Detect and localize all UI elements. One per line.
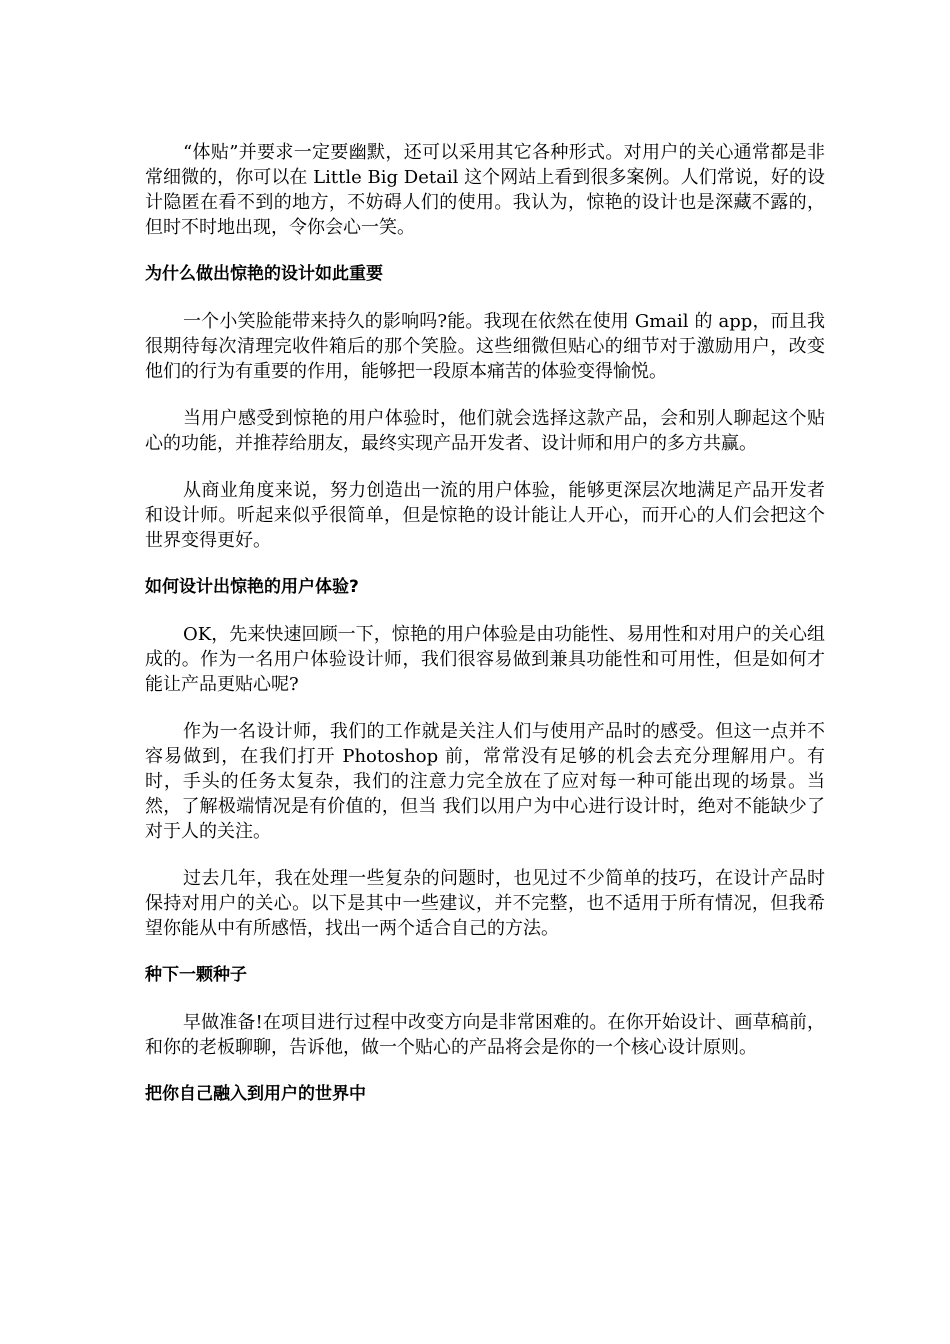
heading-how-to-design: 如何设计出惊艳的用户体验? — [145, 577, 359, 597]
spacer — [145, 697, 825, 719]
paragraph-smiley-gmail: 一个小笑脸能带来持久的影响吗?能。我现在依然在使用 Gmail 的 app，而且我很期待每次清理完收件箱后的那个笑脸。这些细微但贴心的细节对于激励用户，改变他们的行为有重要的作用，能够把一段原本痛苦的体验变得愉悦。 — [145, 311, 825, 382]
paragraph-win-win: 当用户感受到惊艳的用户体验时，他们就会选择这款产品，会和别人聊起这个贴心的功能，并推荐给朋友，最终实现产品开发者、设计师和用户的多方共赢。 — [145, 408, 825, 454]
spacer — [145, 240, 825, 262]
spacer — [145, 1060, 825, 1082]
heading-plant-a-seed: 种下一颗种子 — [145, 965, 247, 985]
spacer — [145, 287, 825, 309]
heading-why-delight-matters: 为什么做出惊艳的设计如此重要 — [145, 264, 383, 284]
spacer — [145, 553, 825, 575]
spacer — [145, 456, 825, 478]
paragraph-designer-job: 作为一名设计师，我们的工作就是关注人们与使用产品时的感受。但这一点并不容易做到，在我们打开 Photoshop 前，常常没有足够的机会去充分理解用户。有时，手头的任务太复杂，我们的注意力完全放在了应对每一种可能出现的场景。当然，了解极端情况是有价值的，但当 我们以用户为中心进行设计时，绝对不能缺少了对于人的关注。 — [145, 721, 825, 842]
spacer — [145, 600, 825, 622]
document-page — [145, 140, 825, 1107]
heading-immerse-in-user-world: 把你自己融入到用户的世界中 — [145, 1084, 366, 1104]
spacer — [145, 384, 825, 406]
paragraph-recap: OK，先来快速回顾一下，惊艳的用户体验是由功能性、易用性和对用户的关心组成的。作为一名用户体验设计师，我们很容易做到兼具功能性和可用性，但是如何才能让产品更贴心呢? — [145, 624, 825, 695]
spacer — [145, 844, 825, 866]
spacer — [145, 988, 825, 1010]
paragraph-intro: “体贴”并要求一定要幽默，还可以采用其它各种形式。对用户的关心通常都是非常细微的，你可以在 Little Big Detail 这个网站上看到很多案例。人们常说，好的设计隐匿在看不到的地方，不妨碍人们的使用。我认为，惊艳的设计也是深藏不露的，但时不时地出现，令你会心一笑。 — [145, 142, 825, 238]
paragraph-tips-intro: 过去几年，我在处理一些复杂的问题时，也见过不少简单的技巧，在设计产品时保持对用户的关心。以下是其中一些建议，并不完整，也不适用于所有情况，但我希望你能从中有所感悟，找出一两个适合自己的方法。 — [145, 868, 825, 939]
paragraph-business-view: 从商业角度来说，努力创造出一流的用户体验，能够更深层次地满足产品开发者和设计师。听起来似乎很简单，但是惊艳的设计能让人开心，而开心的人们会把这个世界变得更好。 — [145, 480, 825, 551]
paragraph-prepare-early: 早做准备!在项目进行过程中改变方向是非常困难的。在你开始设计、画草稿前，和你的老板聊聊，告诉他，做一个贴心的产品将会是你的一个核心设计原则。 — [145, 1012, 825, 1058]
spacer — [145, 941, 825, 963]
